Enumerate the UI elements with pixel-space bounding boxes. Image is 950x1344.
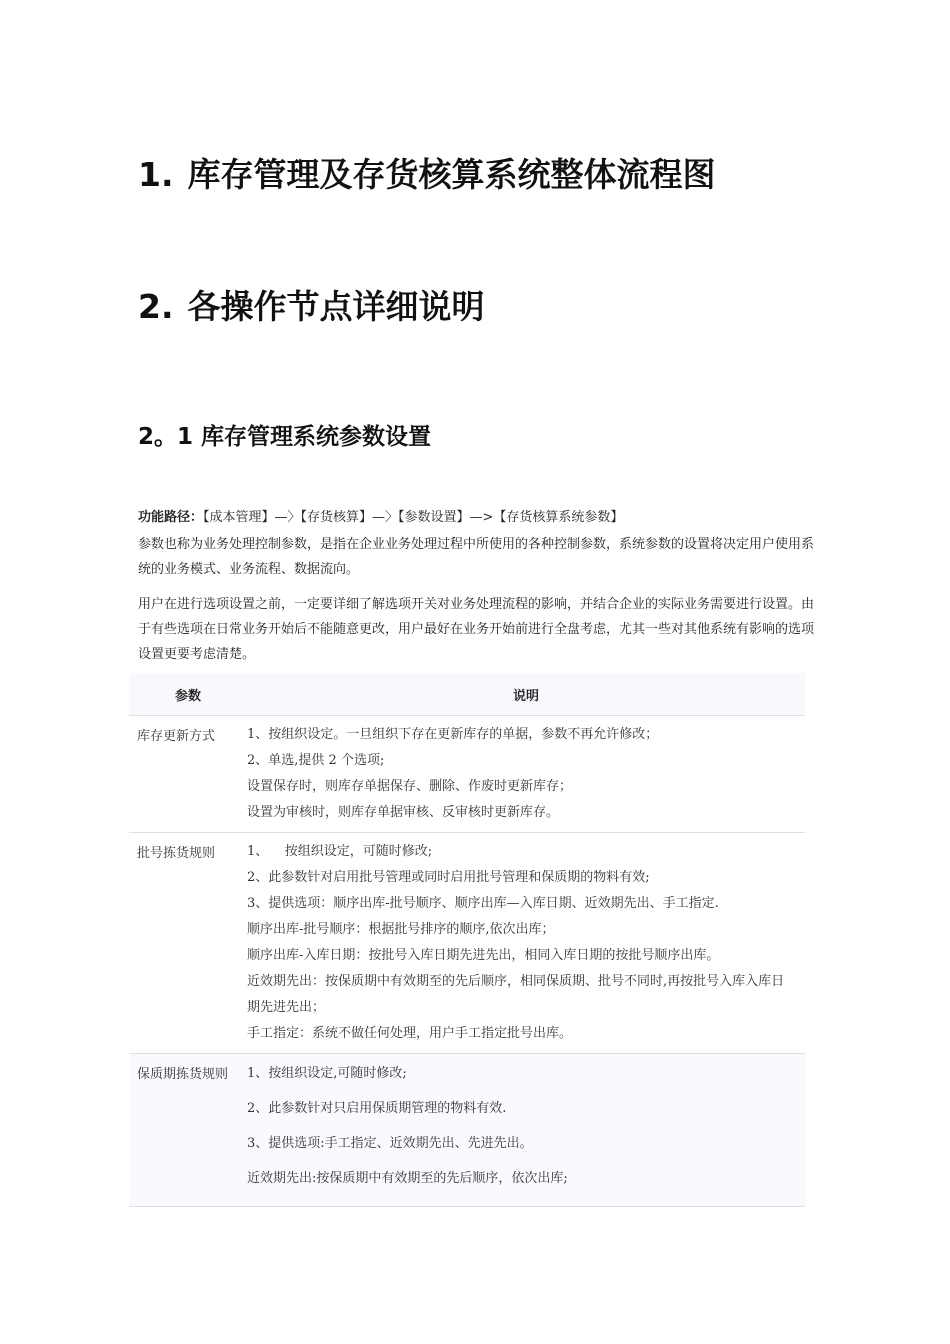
description-line: 1、 按组织设定，可随时修改; <box>247 844 433 859</box>
description-line: 1、按组织设定。一旦组织下存在更新库存的单据，参数不再允许修改； <box>247 727 659 742</box>
param-description <box>247 833 805 1054</box>
heading-text: 各操作节点详细说明 <box>187 287 485 326</box>
description-line: 设置为审核时，则库存单据审核、反审核时更新库存。 <box>247 805 560 820</box>
heading-number: 1. <box>138 155 174 194</box>
description-line: 3、提供选项：顺序出库-批号顺序、顺序出库—入库日期、近效期先出、手工指定. <box>247 896 719 911</box>
description-line: 近效期先出:按保质期中有效期至的先后顺序，依次出库; <box>247 1171 568 1186</box>
param-name: 库存更新方式 <box>129 716 247 833</box>
parameter-table <box>129 673 805 1207</box>
param-name: 保质期拣货规则 <box>129 1054 247 1207</box>
paragraph-settings-advice: 用户在进行选项设置之前，一定要详细了解选项开关对业务处理流程的影响，并结合企业的实际业务需要进行设置。由于有些选项在日常业务开始后不能随意更改，用户最好在业务开始前进行全盘考虑，尤其一些对其他系统有影响的选项设置更要考虑清楚。 <box>138 597 815 662</box>
description-line: 手工指定：系统不做任何处理，用户手工指定批号出库。 <box>247 1026 573 1041</box>
function-path <box>138 509 623 527</box>
heading-2-node-details <box>138 287 485 326</box>
paragraph-params-definition: 参数也称为业务处理控制参数，是指在企业业务处理过程中所使用的各种控制参数，系统参数的设置将决定用户使用系统的业务模式、业务流程、数据流向。 <box>138 537 815 577</box>
description-line: 3、提供选项:手工指定、近效期先出、先进先出。 <box>247 1136 533 1151</box>
table-header-row <box>129 673 805 716</box>
param-description <box>247 1054 805 1207</box>
table-row <box>129 716 805 833</box>
function-path-label: 功能路径： <box>138 510 204 525</box>
description-line: 顺序出库-入库日期：按批号入库日期先进先出，相同入库日期的按批号顺序出库。 <box>247 948 720 963</box>
heading-number: 2. <box>138 287 174 326</box>
header-param: 参数 <box>129 673 247 716</box>
function-path-value: 【成本管理】—〉【存货核算】—〉【参数设置】—>【存货核算系统参数】 <box>203 510 624 525</box>
table-row <box>129 833 805 1054</box>
description-line: 2、此参数针对启用批号管理或同时启用批号管理和保质期的物料有效; <box>247 870 650 885</box>
param-description <box>247 716 805 833</box>
subheading-inventory-params: 2。1 库存管理系统参数设置 <box>138 424 432 450</box>
description-line: 2、单选,提供 2 个选项; <box>247 753 385 768</box>
header-description: 说明 <box>247 673 805 716</box>
heading-text: 库存管理及存货核算系统整体流程图 <box>187 155 716 194</box>
heading-1-flowchart <box>138 155 716 194</box>
param-name: 批号拣货规则 <box>129 833 247 1054</box>
description-line: 1、按组织设定,可随时修改; <box>247 1066 407 1081</box>
description-line: 顺序出库-批号顺序：根据批号排序的顺序,依次出库； <box>247 922 555 937</box>
description-line: 设置保存时，则库存单据保存、删除、作废时更新库存； <box>247 779 573 794</box>
description-line: 2、此参数针对只启用保质期管理的物料有效. <box>247 1101 507 1116</box>
description-line: 近效期先出：按保质期中有效期至的先后顺序，相同保质期、批号不同时,再按批号入库入库日期先进先出； <box>247 974 785 1015</box>
table-row <box>129 1054 805 1207</box>
